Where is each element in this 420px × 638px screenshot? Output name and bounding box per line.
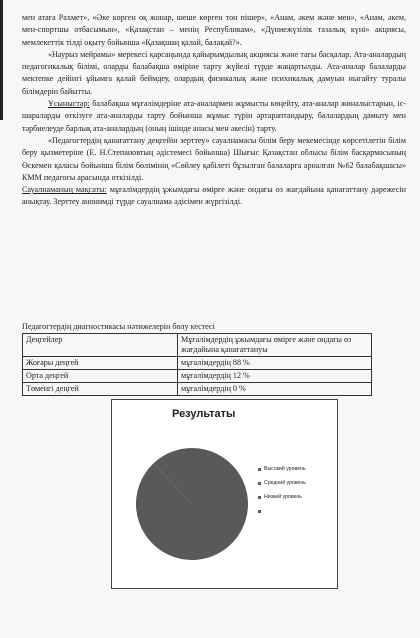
table-header-levels: Деңгейлер <box>23 334 178 357</box>
legend-label: Высокий уровень <box>264 466 306 472</box>
table-cell-level: Орта деңгей <box>23 370 178 383</box>
paragraph-purpose <box>22 184 406 209</box>
results-table <box>22 333 372 396</box>
legend-label: Средний уровень <box>264 480 306 486</box>
scan-edge-shadow <box>0 0 3 120</box>
table-row <box>23 370 372 383</box>
paragraph-events: мен атаға Рахмет», «Әке көрген оқ жонар, шеше көрген тон пішер», «Анам, әкем және мен», «Анам, әкем, мен-спортшы отбасымын», «Қазақстан – менің Республикам», «Дүниежүзілік тазалық күні» акциясы, мемлекеттік тілді оқыту бойынша «Қазақшаң қалай, балақай?». <box>22 13 406 47</box>
legend-item <box>258 476 306 490</box>
body-text <box>22 12 406 209</box>
paragraph-nauryz: «Наурыз мейрамы» мерекесі қарсаңында қайырымдылық акциясы және тағы басқалар. Ата-аналардың педагогикалық білімі, оларды балабақша өміріне тарту жүйелі түрде жаңартылды. Ата-аналар балаларды мектепке дейінгі ұйымға қалай беймдеу, олардың физикалық және психикалық дамуын ныгайту туралы білімдерін байытты. <box>22 49 406 96</box>
paragraph-research: «Педагогтердің қанағаттану деңгейін зерттеу» сауалнамасы білім беру мекемесінде көрсетілетін білім беру қызметеріне (Е. Н.Степановтың әдістемесі бойынша) Шығыс Қазақстан облысы білім басқармасының Өскемен қаласы бойынша білім бөлімінің «Сөйлеу қабілеті бұзылған балаларға арналған №62 балабақшасы» КММ педагогы арасында өткізілді. <box>22 135 406 182</box>
legend-swatch <box>258 482 261 485</box>
proposals-label: Ұсыныстар: <box>48 99 90 109</box>
purpose-text: мұғалімдердің ұжымдағы өмірге және ондағы өз жағдайына қанағаттану дәрежесін анықтау. Зерттеу анонимді түрде сауалнама әдісімен жүргізілді. <box>22 185 406 207</box>
chart-title: Результаты <box>172 408 236 420</box>
table-cell-value: мұғалімдердің 12 % <box>178 370 372 383</box>
table-cell-level: Төменгі деңгей <box>23 383 178 396</box>
proposals-text: балабақша мұғалімдеріне ата-аналармен жұмысты көңейту, ата-аналар жиналыстарын, іс-шараларды өткізуге ата-аналарды тарту бойынша жұмыс түрін әртараптандыру, балалардың дамыту мен тәрбиелеуде барлық ата-аналардың (оның ішінде анасы мен әкесін) тарту. <box>22 99 406 133</box>
legend-item <box>258 490 306 504</box>
table-caption: Педагогтердің диагностикасы нәтижелерін бөлу кестесі <box>22 322 215 331</box>
legend-swatch <box>258 496 261 499</box>
legend-item <box>258 504 306 518</box>
legend-swatch <box>258 468 261 471</box>
legend-label: Низкий уровень <box>264 494 302 500</box>
table-header-satisfaction: Мұғалімдердің ұжымдағы өмірге және ондағы өз жағдайына қанағаттануы <box>178 334 372 357</box>
table-cell-value: мұғалімдердің 0 % <box>178 383 372 396</box>
table-row <box>23 357 372 370</box>
legend-swatch <box>258 510 261 513</box>
results-pie-chart <box>111 399 338 589</box>
table-cell-level: Жоғары деңгей <box>23 357 178 370</box>
purpose-label: Сауалнаманың мақсаты: <box>22 185 107 195</box>
table-row <box>23 383 372 396</box>
legend-item <box>258 462 306 476</box>
paragraph-proposals <box>22 98 406 135</box>
table-header-row <box>23 334 372 357</box>
chart-legend <box>258 462 306 518</box>
table-cell-value: мұғалімдердің 88 % <box>178 357 372 370</box>
